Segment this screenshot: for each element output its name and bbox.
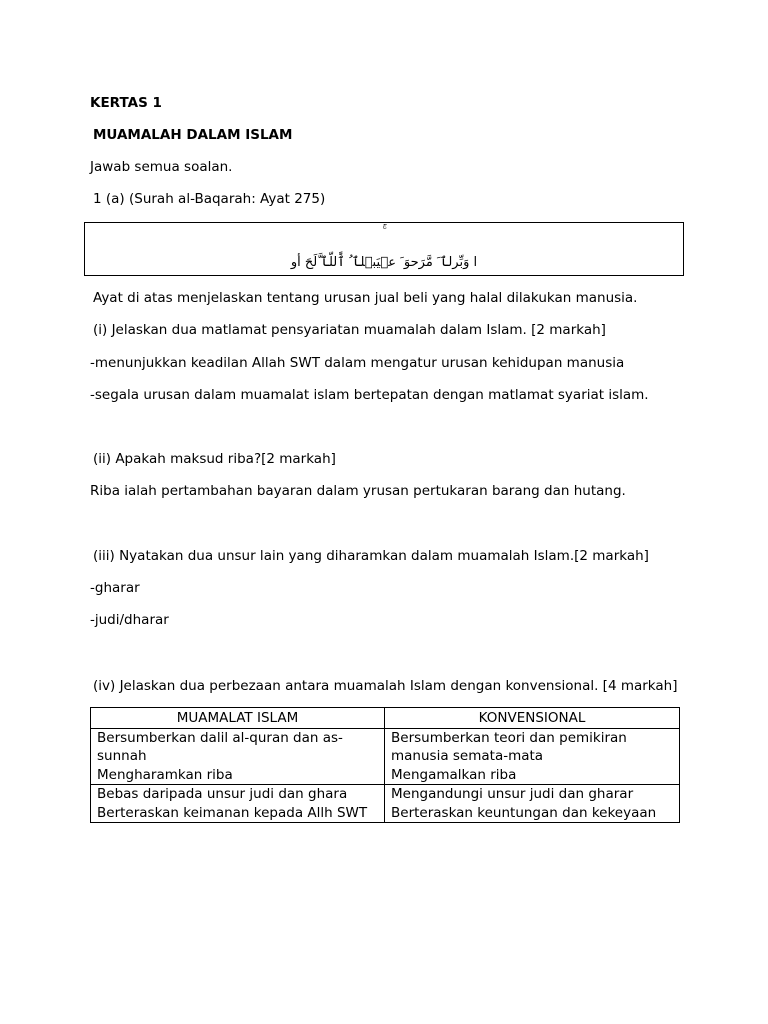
question-1a-reference: 1 (a) (Surah al-Baqarah: Ayat 275) — [93, 191, 326, 207]
question-ii: (ii) Apakah maksud riba?[2 markah] — [93, 451, 336, 467]
ayat-context: Ayat di atas menjelaskan tentang urusan jual beli yang halal dilakukan manusia. — [93, 290, 638, 306]
comparison-table — [90, 707, 680, 823]
header-muamalat-islam: MUAMALAT ISLAM — [91, 708, 385, 729]
table-cell-konvensional — [385, 785, 680, 823]
header-konvensional: KONVENSIONAL — [385, 708, 680, 729]
cell-line: Bersumberkan dalil al-quran dan as- — [97, 729, 343, 746]
cell-line: Bebas daripada unsur judi dan ghara — [97, 786, 348, 802]
table-row — [91, 785, 680, 823]
cell-line: Bersumberkan teori dan pemikiran — [391, 729, 627, 746]
ayat-box — [84, 222, 684, 276]
cell-line: sunnah — [97, 748, 147, 764]
cell-line: Mengamalkan riba — [391, 766, 517, 783]
page-title: MUAMALAH DALAM ISLAM — [93, 127, 293, 143]
cell-line: manusia semata-mata — [391, 748, 544, 764]
paper-label: KERTAS 1 — [90, 95, 162, 111]
ayat-marks: ۚ ۚ — [382, 225, 386, 240]
table-cell-islam — [91, 785, 385, 823]
ayat-text: ا وَبِّرلٱ َ مَّرَحوَ َ عۡيَبۡلٱ ُ ٱَّللّٱ َّلَحَ أو — [290, 255, 478, 270]
answer-i-2: -segala urusan dalam muamalat islam bertepatan dengan matlamat syariat islam. — [90, 387, 649, 403]
question-i: (i) Jelaskan dua matlamat pensyariatan muamalah dalam Islam. [2 markah] — [93, 322, 606, 338]
answer-ii: Riba ialah pertambahan bayaran dalam yrusan pertukaran barang dan hutang. — [90, 483, 626, 499]
cell-line: Mengharamkan riba — [97, 766, 233, 783]
answer-iii-2: -judi/dharar — [90, 612, 169, 628]
answer-iii-1: -gharar — [90, 580, 140, 596]
instruction-text: Jawab semua soalan. — [90, 159, 233, 175]
question-iv: (iv) Jelaskan dua perbezaan antara muamalah Islam dengan konvensional. [4 markah] — [93, 678, 678, 694]
table-cell-konvensional — [385, 728, 680, 785]
table-header-row — [91, 708, 680, 729]
cell-line: Berteraskan keuntungan dan kekeyaan — [391, 804, 657, 821]
question-iii: (iii) Nyatakan dua unsur lain yang diharamkan dalam muamalah Islam.[2 markah] — [93, 548, 649, 564]
cell-line: Mengandungi unsur judi dan gharar — [391, 786, 634, 802]
answer-i-1: -menunjukkan keadilan Allah SWT dalam mengatur urusan kehidupan manusia — [90, 355, 625, 371]
cell-line: Berteraskan keimanan kepada Allh SWT — [97, 804, 368, 821]
table-cell-islam — [91, 728, 385, 785]
table-row — [91, 728, 680, 785]
